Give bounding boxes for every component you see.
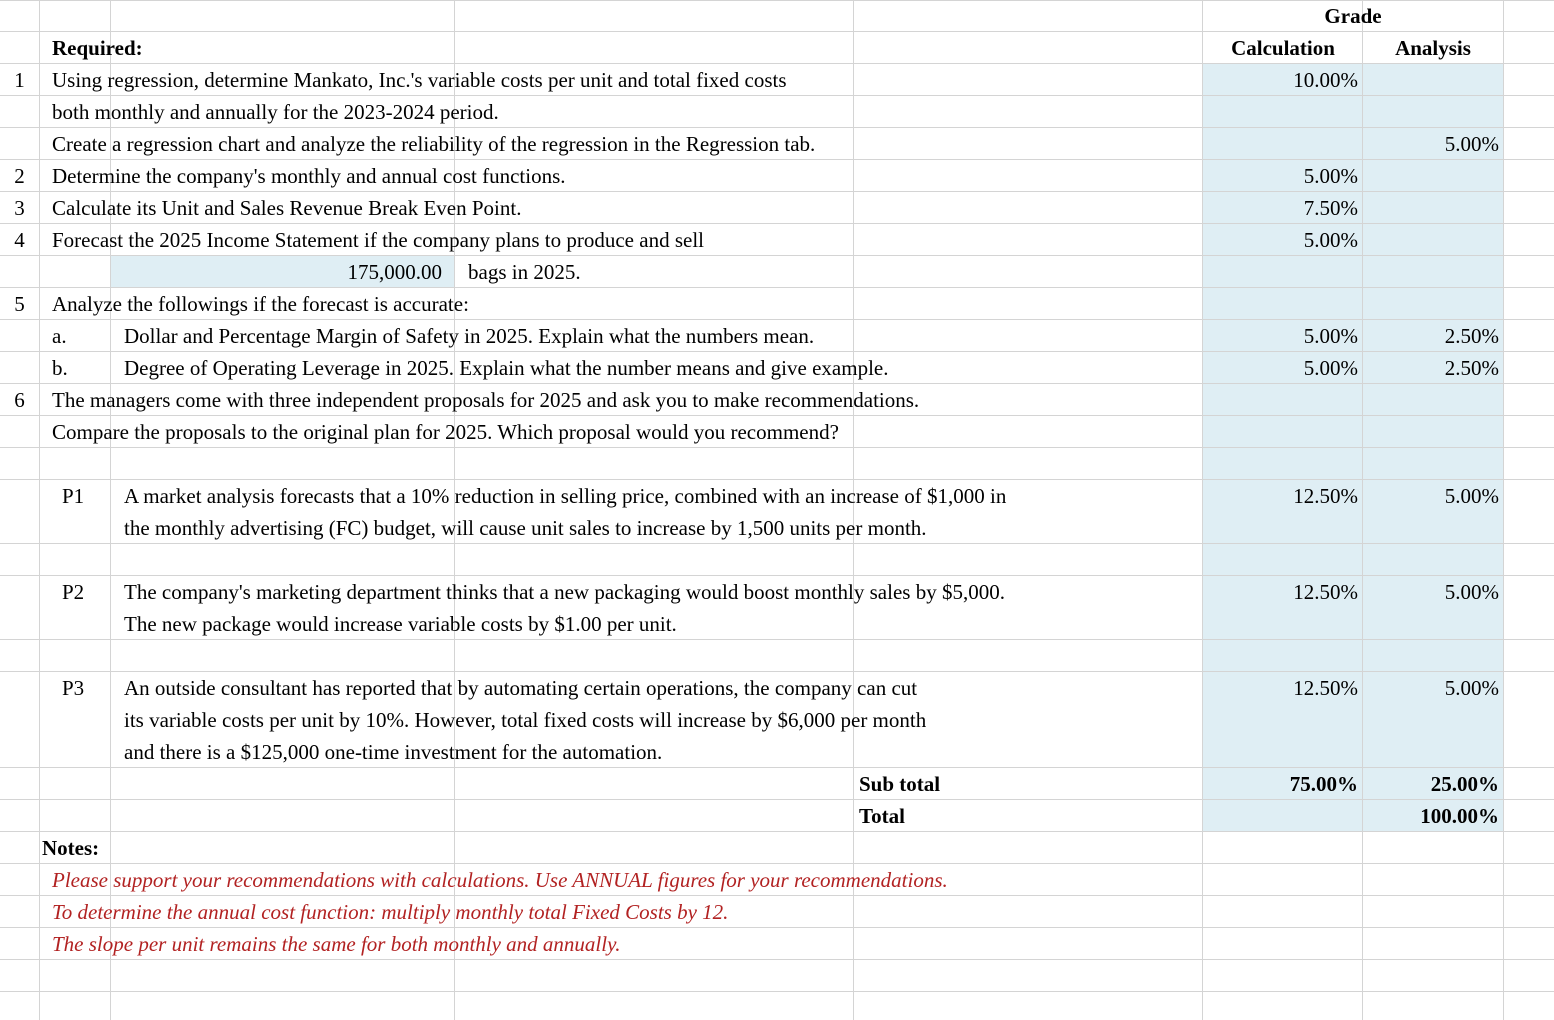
grid-line [39,0,40,1020]
requirement-text: Determine the company's monthly and annual cost functions. [52,164,566,188]
requirement-text: Dollar and Percentage Margin of Safety in 2025. Explain what the numbers mean. [124,324,815,348]
analysis-value[interactable]: 5.00% [1444,484,1499,508]
requirement-text: Analyze the followings if the forecast is accurate: [52,292,469,316]
analysis-value[interactable]: 5.00% [1444,580,1499,604]
subtotal-analysis[interactable]: 25.00% [1430,772,1499,796]
row-number: 6 [14,388,25,412]
grid-line [1503,0,1504,1020]
analysis-value[interactable]: 5.00% [1444,676,1499,700]
sub-item-label: a. [52,324,67,348]
requirement-text: Calculate its Unit and Sales Revenue Break Even Point. [52,196,522,220]
analysis-value[interactable]: 2.50% [1444,356,1499,380]
total-value[interactable]: 100.00% [1420,804,1499,828]
grade-header: Grade [1324,4,1382,28]
notes-label: Notes: [42,836,100,860]
total-label: Total [859,804,905,828]
subtotal-label: Sub total [859,772,941,796]
proposal-text: A market analysis forecasts that a 10% reduction in selling price, combined with an increase of $1,000 in [124,484,1007,508]
row-number: 1 [14,68,25,92]
units-input-cell[interactable]: 175,000.00 [347,260,442,284]
row-number: 3 [14,196,25,220]
calculation-value[interactable]: 7.50% [1303,196,1358,220]
sub-item-label: b. [52,356,68,380]
proposal-text: and there is a $125,000 one-time investment for the automation. [124,740,663,764]
proposal-text: the monthly advertising (FC) budget, will cause unit sales to increase by 1,500 units per month. [124,516,927,540]
requirement-text: both monthly and annually for the 2023-2024 period. [52,100,499,124]
calculation-value[interactable]: 5.00% [1303,164,1358,188]
analysis-value[interactable]: 5.00% [1444,132,1499,156]
proposal-text: The company's marketing department thinks that a new packaging would boost monthly sales by $5,000. [124,580,1005,604]
row-number: 4 [14,228,25,252]
requirement-text: Using regression, determine Mankato, Inc.'s variable costs per unit and total fixed costs [52,68,787,92]
row-number: 2 [14,164,25,188]
requirement-text: bags in 2025. [468,260,581,284]
requirement-text: The managers come with three independent proposals for 2025 and ask you to make recommendations. [52,388,920,412]
calculation-value[interactable]: 12.50% [1293,676,1358,700]
requirement-text: Create a regression chart and analyze the reliability of the regression in the Regression tab. [52,132,816,156]
requirement-text: Forecast the 2025 Income Statement if the company plans to produce and sell [52,228,704,252]
calculation-value[interactable]: 5.00% [1303,324,1358,348]
proposal-text: The new package would increase variable costs by $1.00 per unit. [124,612,677,636]
note-text: The slope per unit remains the same for both monthly and annually. [52,932,621,956]
calculation-value[interactable]: 5.00% [1303,356,1358,380]
proposal-label: P3 [62,676,85,700]
subtotal-calculation[interactable]: 75.00% [1289,772,1358,796]
row-number: 5 [14,292,25,316]
requirement-text: Degree of Operating Leverage in 2025. Explain what the number means and give example. [124,356,889,380]
calculation-header: Calculation [1231,36,1335,60]
note-text: To determine the annual cost function: multiply monthly total Fixed Costs by 12. [52,900,729,924]
proposal-text: its variable costs per unit by 10%. However, total fixed costs will increase by $6,000 per month [124,708,927,732]
calculation-value[interactable]: 12.50% [1293,580,1358,604]
requirement-text: Compare the proposals to the original plan for 2025. Which proposal would you recommend? [52,420,839,444]
calculation-value[interactable]: 10.00% [1293,68,1358,92]
proposal-label: P2 [62,580,85,604]
calculation-value[interactable]: 5.00% [1303,228,1358,252]
analysis-value[interactable]: 2.50% [1444,324,1499,348]
analysis-header: Analysis [1395,36,1471,60]
proposal-text: An outside consultant has reported that by automating certain operations, the company can cut [124,676,918,700]
proposal-label: P1 [62,484,85,508]
note-text: Please support your recommendations with calculations. Use ANNUAL figures for your recommendations. [52,868,948,892]
required-label: Required: [52,36,143,60]
calculation-value[interactable]: 12.50% [1293,484,1358,508]
